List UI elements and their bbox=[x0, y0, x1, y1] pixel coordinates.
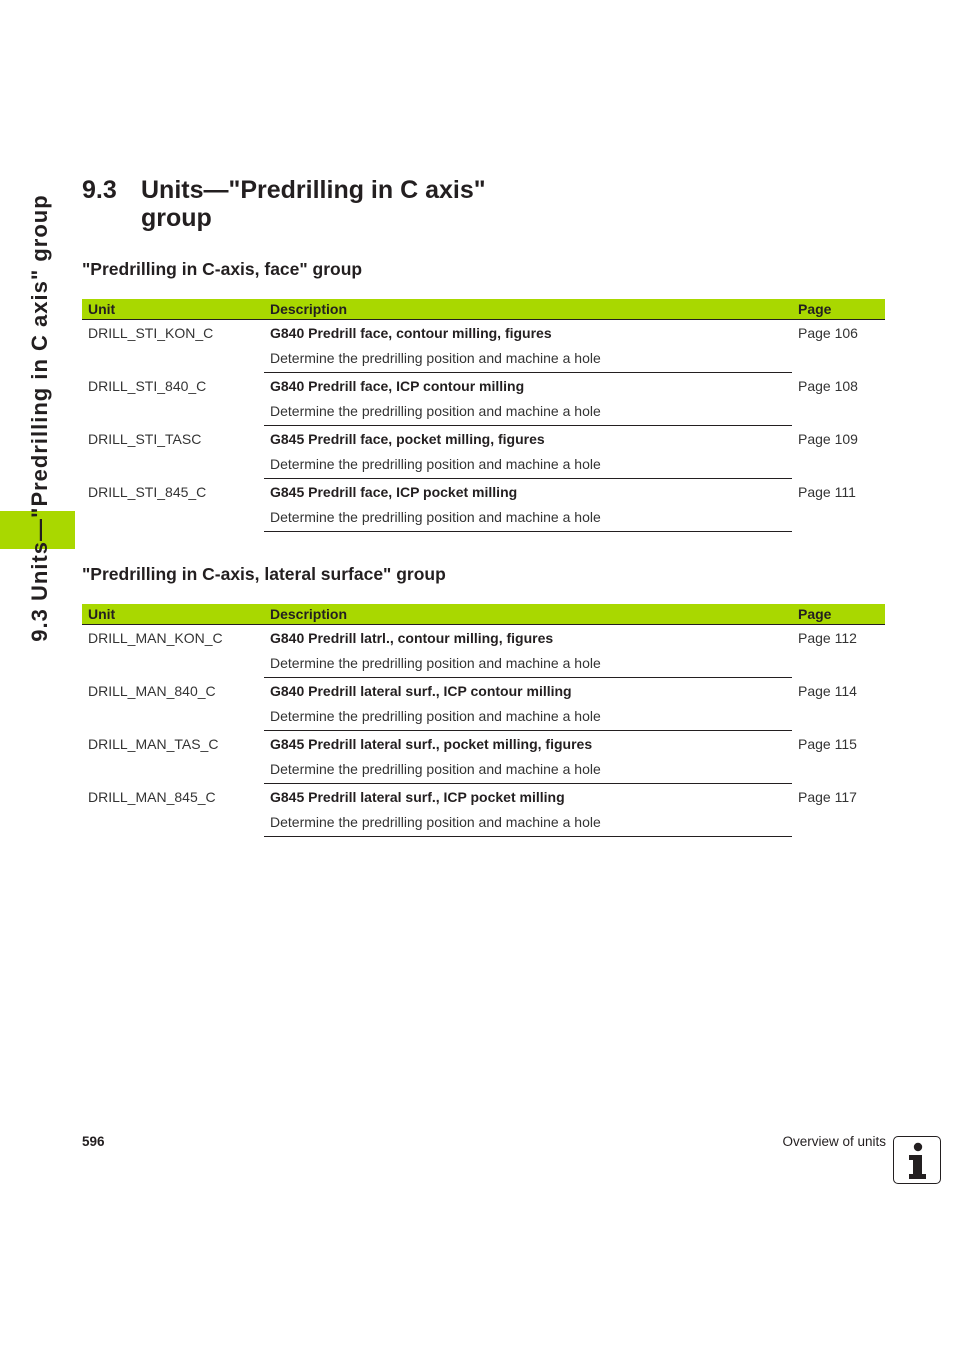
unit-title-cell: G840 Predrill latrl., contour milling, figures bbox=[270, 630, 554, 646]
unit-description-cell: Determine the predrilling position and machine a hole bbox=[264, 452, 792, 479]
group-heading-lateral: "Predrilling in C-axis, lateral surface" group bbox=[82, 564, 446, 584]
table-row bbox=[82, 426, 885, 453]
table-header-row bbox=[82, 299, 885, 320]
page-number: 596 bbox=[82, 1134, 105, 1149]
unit-title-cell: G840 Predrill lateral surf., ICP contour milling bbox=[270, 683, 572, 699]
page-ref-cell: Page 117 bbox=[798, 788, 857, 805]
chapter-title bbox=[82, 176, 486, 232]
table-header-row bbox=[82, 604, 885, 625]
page-ref-cell: Page 112 bbox=[798, 630, 857, 646]
unit-name-cell: DRILL_MAN_TAS_C bbox=[88, 735, 219, 752]
table-body bbox=[82, 320, 885, 532]
table-row bbox=[82, 625, 885, 652]
unit-description-cell: Determine the predrilling position and machine a hole bbox=[264, 757, 792, 784]
info-icon-glyph bbox=[894, 1137, 940, 1183]
col-header-unit: Unit bbox=[82, 299, 264, 320]
unit-description-cell: Determine the predrilling position and machine a hole bbox=[264, 505, 792, 532]
col-header-page: Page bbox=[792, 299, 885, 320]
unit-title-cell: G845 Predrill lateral surf., pocket milling, figures bbox=[270, 736, 593, 752]
table-row bbox=[82, 678, 885, 705]
unit-title-cell: G845 Predrill lateral surf., ICP pocket milling bbox=[270, 789, 565, 805]
unit-title-cell: G845 Predrill face, pocket milling, figures bbox=[270, 431, 545, 447]
table-row bbox=[82, 320, 885, 347]
footer-section-title: Overview of units bbox=[782, 1134, 886, 1149]
info-icon bbox=[893, 1136, 941, 1184]
unit-description-cell: Determine the predrilling position and machine a hole bbox=[264, 399, 792, 426]
page-ref-cell: Page 108 bbox=[798, 377, 858, 394]
table-row bbox=[82, 784, 885, 811]
unit-name-cell: DRILL_STI_TASC bbox=[88, 430, 202, 447]
group-heading-face: "Predrilling in C-axis, face" group bbox=[82, 259, 363, 279]
unit-title-cell: G840 Predrill face, contour milling, figures bbox=[270, 325, 552, 341]
col-header-page: Page bbox=[792, 604, 885, 625]
table-row bbox=[82, 731, 885, 758]
chapter-number: 9.3 bbox=[82, 176, 117, 204]
sidebar-chapter-label: 9.3 Units—"Predrilling in C axis" group bbox=[27, 194, 52, 642]
col-header-description: Description bbox=[264, 299, 792, 320]
unit-title-cell: G845 Predrill face, ICP pocket milling bbox=[270, 484, 518, 500]
unit-description-cell: Determine the predrilling position and machine a hole bbox=[264, 346, 792, 373]
unit-name-cell: DRILL_STI_845_C bbox=[88, 483, 207, 500]
page-ref-cell: Page 111 bbox=[798, 483, 856, 500]
unit-description-cell: Determine the predrilling position and machine a hole bbox=[264, 704, 792, 731]
table-row bbox=[82, 479, 885, 506]
unit-description-cell: Determine the predrilling position and machine a hole bbox=[264, 810, 792, 837]
unit-name-cell: DRILL_MAN_KON_C bbox=[88, 630, 223, 646]
page-ref-cell: Page 106 bbox=[798, 325, 858, 341]
page-ref-cell: Page 109 bbox=[798, 430, 858, 447]
col-header-unit: Unit bbox=[82, 604, 264, 625]
units-table-face bbox=[82, 299, 885, 532]
col-header-description: Description bbox=[264, 604, 792, 625]
unit-name-cell: DRILL_STI_840_C bbox=[88, 377, 207, 394]
table-body bbox=[82, 625, 885, 837]
page-ref-cell: Page 114 bbox=[798, 682, 857, 699]
unit-name-cell: DRILL_MAN_840_C bbox=[88, 682, 216, 699]
chapter-title-line2: group bbox=[141, 204, 212, 232]
chapter-title-line1: Units—"Predrilling in C axis" bbox=[141, 176, 486, 204]
unit-title-cell: G840 Predrill face, ICP contour milling bbox=[270, 378, 525, 394]
units-table-lateral bbox=[82, 604, 885, 837]
table-row bbox=[82, 373, 885, 400]
unit-name-cell: DRILL_STI_KON_C bbox=[88, 325, 214, 341]
unit-name-cell: DRILL_MAN_845_C bbox=[88, 788, 216, 805]
unit-description-cell: Determine the predrilling position and machine a hole bbox=[264, 651, 792, 678]
page-ref-cell: Page 115 bbox=[798, 735, 857, 752]
